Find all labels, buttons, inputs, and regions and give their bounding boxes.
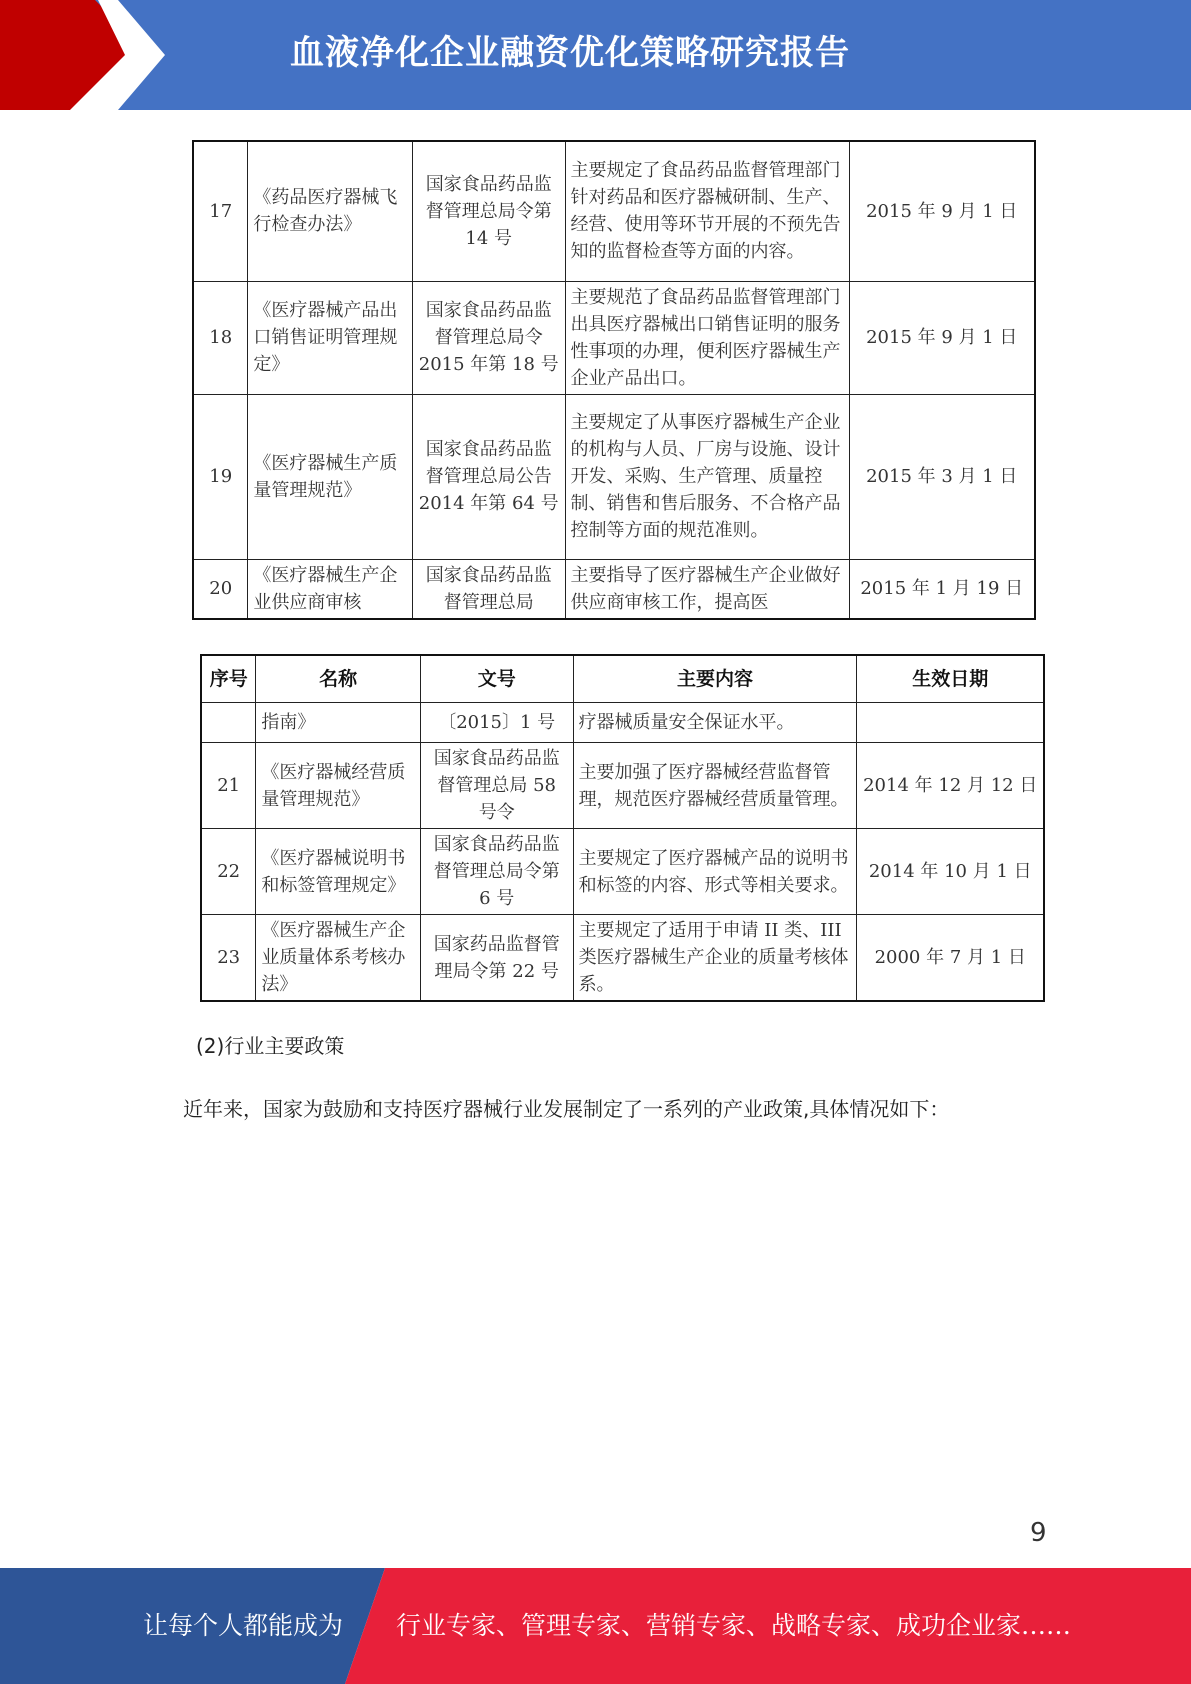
cell-content: 疗器械质量安全保证水平。 — [573, 703, 857, 743]
cell-content: 主要指导了医疗器械生产企业做好供应商审核工作，提高医 — [565, 559, 849, 619]
cell-name: 《医疗器械生产企业供应商审核 — [248, 559, 413, 619]
cell-date: 2014 年 12 月 12 日 — [857, 743, 1044, 829]
page-number: 9 — [1030, 1518, 1047, 1548]
cell-doc: 国家食品药品监督管理总局令第 14 号 — [412, 141, 565, 281]
table-row — [201, 915, 1044, 1002]
cell-num: 17 — [193, 141, 248, 281]
page-title: 血液净化企业融资优化策略研究报告 — [290, 33, 850, 73]
cell-date: 2015 年 9 月 1 日 — [849, 141, 1035, 281]
cell-date: 2015 年 3 月 1 日 — [849, 394, 1035, 559]
header-banner — [0, 0, 1191, 110]
cell-num: 22 — [201, 829, 256, 915]
cell-name: 《药品医疗器械飞行检查办法》 — [248, 141, 413, 281]
cell-content: 主要加强了医疗器械经营监督管理，规范医疗器械经营质量管理。 — [573, 743, 857, 829]
header-content: 主要内容 — [573, 655, 857, 703]
cell-content: 主要规定了适用于申请 II 类、III 类医疗器械生产企业的质量考核体系。 — [573, 915, 857, 1002]
cell-num: 23 — [201, 915, 256, 1002]
cell-name: 《医疗器械产品出口销售证明管理规定》 — [248, 281, 413, 394]
cell-date: 2000 年 7 月 1 日 — [857, 915, 1044, 1002]
policy-table-part1 — [192, 140, 1036, 620]
cell-date: 2014 年 10 月 1 日 — [857, 829, 1044, 915]
cell-doc: 国家食品药品监督管理总局 58 号令 — [420, 743, 573, 829]
cell-doc: 国家食品药品监督管理总局令第 6 号 — [420, 829, 573, 915]
cell-name: 指南》 — [256, 703, 420, 743]
cell-doc: 国家食品药品监督管理总局公告 2014 年第 64 号 — [412, 394, 565, 559]
cell-name: 《医疗器械说明书和标签管理规定》 — [256, 829, 420, 915]
cell-num: 18 — [193, 281, 248, 394]
header-doc: 文号 — [420, 655, 573, 703]
cell-content: 主要规定了从事医疗器械生产企业的机构与人员、厂房与设施、设计开发、采购、生产管理、质量控制、销售和售后服务、不合格产品控制等方面的规范准则。 — [565, 394, 849, 559]
header-date: 生效日期 — [857, 655, 1044, 703]
cell-doc: 〔2015〕1 号 — [420, 703, 573, 743]
cell-date: 2015 年 1 月 19 日 — [849, 559, 1035, 619]
cell-num: 21 — [201, 743, 256, 829]
table-row — [193, 394, 1035, 559]
table-row — [201, 829, 1044, 915]
table-row — [201, 703, 1044, 743]
footer-slogan-left: 让每个人都能成为 — [143, 1611, 344, 1640]
cell-date: 2015 年 9 月 1 日 — [849, 281, 1035, 394]
cell-date — [857, 703, 1044, 743]
table-row — [193, 141, 1035, 281]
section-subheading: (2)行业主要政策 — [196, 1034, 345, 1058]
table-header-row — [201, 655, 1044, 703]
cell-content: 主要规定了医疗器械产品的说明书和标签的内容、形式等相关要求。 — [573, 829, 857, 915]
cell-num: 20 — [193, 559, 248, 619]
policy-table-part2 — [200, 654, 1045, 1002]
cell-name: 《医疗器械生产企业质量体系考核办法》 — [256, 915, 420, 1002]
table-row — [193, 281, 1035, 394]
table-row — [201, 743, 1044, 829]
cell-num: 19 — [193, 394, 248, 559]
cell-name: 《医疗器械生产质量管理规范》 — [248, 394, 413, 559]
cell-content: 主要规定了食品药品监督管理部门针对药品和医疗器械研制、生产、经营、使用等环节开展的不预先告知的监督检查等方面的内容。 — [565, 141, 849, 281]
footer-slogan-right: 行业专家、管理专家、营销专家、战略专家、成功企业家…… — [396, 1611, 1072, 1640]
footer-banner — [0, 1568, 1191, 1684]
cell-doc: 国家药品监督管理局令第 22 号 — [420, 915, 573, 1002]
header-num: 序号 — [201, 655, 256, 703]
cell-num — [201, 703, 256, 743]
cell-doc: 国家食品药品监督管理总局令 2015 年第 18 号 — [412, 281, 565, 394]
cell-name: 《医疗器械经营质量管理规范》 — [256, 743, 420, 829]
header-name: 名称 — [256, 655, 420, 703]
body-paragraph: 近年来，国家为鼓励和支持医疗器械行业发展制定了一系列的产业政策,具体情况如下： — [183, 1097, 950, 1121]
cell-content: 主要规范了食品药品监督管理部门出具医疗器械出口销售证明的服务性事项的办理，便利医疗器械生产企业产品出口。 — [565, 281, 849, 394]
table-row — [193, 559, 1035, 619]
cell-doc: 国家食品药品监督管理总局 — [412, 559, 565, 619]
